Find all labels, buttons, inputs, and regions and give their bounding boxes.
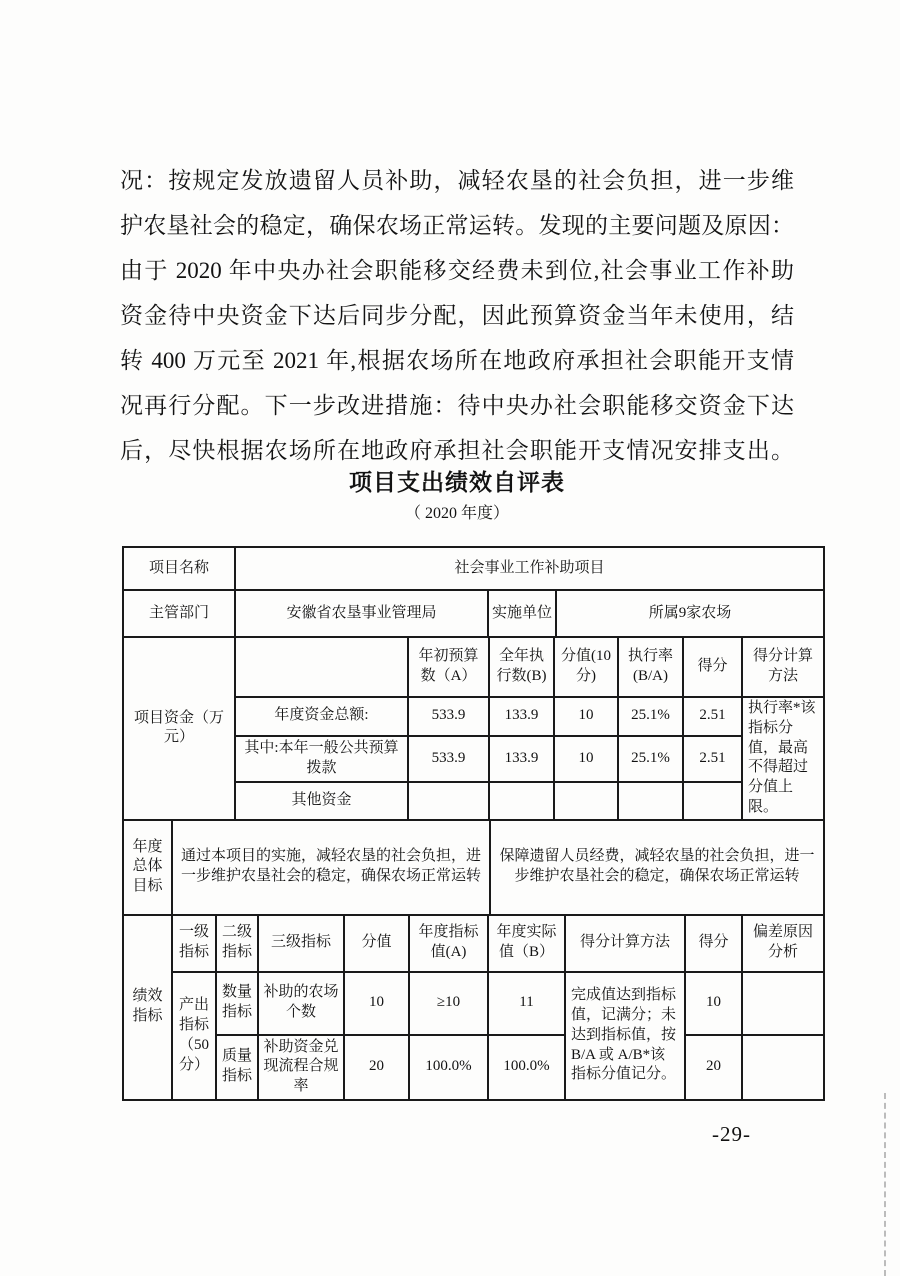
perf-quantity-score: 10	[685, 972, 742, 1035]
funds-public-rate: 25.1%	[618, 736, 683, 783]
perf-level1-output: 产出指标（50分）	[172, 972, 216, 1100]
funds-empty-header	[235, 637, 408, 697]
funds-other-budget	[408, 782, 489, 820]
table-row	[123, 590, 824, 637]
funds-other-executed	[489, 782, 554, 820]
table-section-annual-goal	[122, 819, 825, 916]
perf-header-score: 得分	[685, 915, 742, 972]
perf-quantity-actual: 11	[488, 972, 565, 1035]
table-row	[123, 820, 824, 915]
perf-quality-target: 100.0%	[409, 1035, 488, 1100]
perf-quality-points: 20	[344, 1035, 409, 1100]
document-subtitle: （ 2020 年度）	[404, 505, 509, 522]
perf-quality-deviation	[742, 1035, 824, 1100]
perf-quality-level3: 补助资金兑现流程合规率	[258, 1035, 344, 1100]
perf-header-method: 得分计算方法	[565, 915, 685, 972]
perf-quantity-target: ≥10	[409, 972, 488, 1035]
implementing-unit-label: 实施单位	[488, 590, 556, 637]
funds-other-points	[554, 782, 618, 820]
document-title: 项目支出绩效自评表	[349, 469, 565, 495]
funds-public-executed: 133.9	[489, 736, 554, 783]
funds-other-score	[683, 782, 742, 820]
funds-total-executed: 133.9	[489, 697, 554, 736]
project-name-label: 项目名称	[123, 547, 235, 590]
table-section-performance	[122, 914, 825, 1101]
perf-quality-actual: 100.0%	[488, 1035, 565, 1100]
paragraph-line: 后，尽快根据农场所在地政府承担社会职能开支情况安排支出。	[120, 438, 794, 463]
perf-header-actual: 年度实际值（B）	[488, 915, 565, 972]
funds-row-other-label: 其他资金	[235, 782, 408, 820]
annual-goal-left: 通过本项目的实施，减轻农垦的社会负担，进一步维护农垦社会的稳定，确保农场正常运转	[172, 820, 490, 915]
funds-public-points: 10	[554, 736, 618, 783]
funds-section-label: 项目资金（万元）	[123, 637, 235, 820]
funds-method-text: 执行率*该指标分值，最高不得超过分值上限。	[742, 697, 824, 820]
funds-public-budget: 533.9	[408, 736, 489, 783]
paragraph-line: 由于 2020 年中央办社会职能移交经费未到位,社会事业工作补助	[120, 258, 794, 283]
table-row	[123, 1035, 824, 1100]
perf-header-level3: 三级指标	[258, 915, 344, 972]
paragraph-line: 况：按规定发放遗留人员补助，减轻农垦的社会负担，进一步维	[120, 168, 794, 193]
funds-row-public-budget-label: 其中:本年一般公共预算拨款	[235, 736, 408, 783]
funds-total-score: 2.51	[683, 697, 742, 736]
funds-public-score: 2.51	[683, 736, 742, 783]
page-number: -29-	[712, 1122, 751, 1146]
perf-quality-score: 20	[685, 1035, 742, 1100]
funds-header-rate: 执行率(B/A)	[618, 637, 683, 697]
funds-header-method: 得分计算方法	[742, 637, 824, 697]
funds-other-rate	[618, 782, 683, 820]
perf-quantity-level3: 补助的农场个数	[258, 972, 344, 1035]
funds-header-budget: 年初预算数（A）	[408, 637, 489, 697]
department-label: 主管部门	[123, 590, 235, 637]
table-row	[123, 972, 824, 1035]
perf-quantity-deviation	[742, 972, 824, 1035]
table-row	[123, 547, 824, 590]
funds-header-points: 分值(10分)	[554, 637, 618, 697]
annual-goal-right: 保障遗留人员经费，减轻农垦的社会负担，进一步维护农垦社会的稳定，确保农场正常运转	[490, 820, 824, 915]
table-row	[123, 915, 824, 972]
funds-total-budget: 533.9	[408, 697, 489, 736]
funds-total-points: 10	[554, 697, 618, 736]
funds-total-rate: 25.1%	[618, 697, 683, 736]
self-evaluation-table	[122, 546, 825, 1101]
implementing-unit-value: 所属9家农场	[556, 590, 824, 637]
funds-header-score: 得分	[683, 637, 742, 697]
funds-header-executed: 全年执行数(B)	[489, 637, 554, 697]
perf-quantity-points: 10	[344, 972, 409, 1035]
department-value: 安徽省农垦事业管理局	[235, 590, 488, 637]
paragraph-line: 转 400 万元至 2021 年,根据农场所在地政府承担社会职能开支情	[120, 348, 794, 373]
performance-section-label: 绩效指标	[123, 915, 172, 1100]
body-paragraph	[120, 158, 794, 473]
table-section-basic-info	[122, 546, 825, 638]
paragraph-line: 护农垦社会的稳定，确保农场正常运转。发现的主要问题及原因：	[120, 213, 794, 238]
perf-quantity-level2: 数量指标	[216, 972, 258, 1035]
annual-goal-label: 年度总体目标	[123, 820, 172, 915]
perf-header-level2: 二级指标	[216, 915, 258, 972]
perf-header-deviation: 偏差原因分析	[742, 915, 824, 972]
perf-header-target: 年度指标值(A)	[409, 915, 488, 972]
scan-artifact-line	[884, 1093, 886, 1276]
paragraph-line: 况再行分配。下一步改进措施：待中央办社会职能移交资金下达	[120, 393, 794, 418]
funds-row-total-label: 年度资金总额:	[235, 697, 408, 736]
paragraph-line: 资金待中央资金下达后同步分配，因此预算资金当年未使用，结	[120, 303, 794, 328]
perf-method-text: 完成值达到指标值，记满分；未达到指标值，按B/A 或 A/B*该指标分值记分。	[565, 972, 685, 1100]
table-section-funds	[122, 636, 825, 821]
perf-header-points: 分值	[344, 915, 409, 972]
project-name-value: 社会事业工作补助项目	[235, 547, 824, 590]
table-row	[123, 637, 824, 697]
perf-quality-level2: 质量指标	[216, 1035, 258, 1100]
perf-header-level1: 一级指标	[172, 915, 216, 972]
